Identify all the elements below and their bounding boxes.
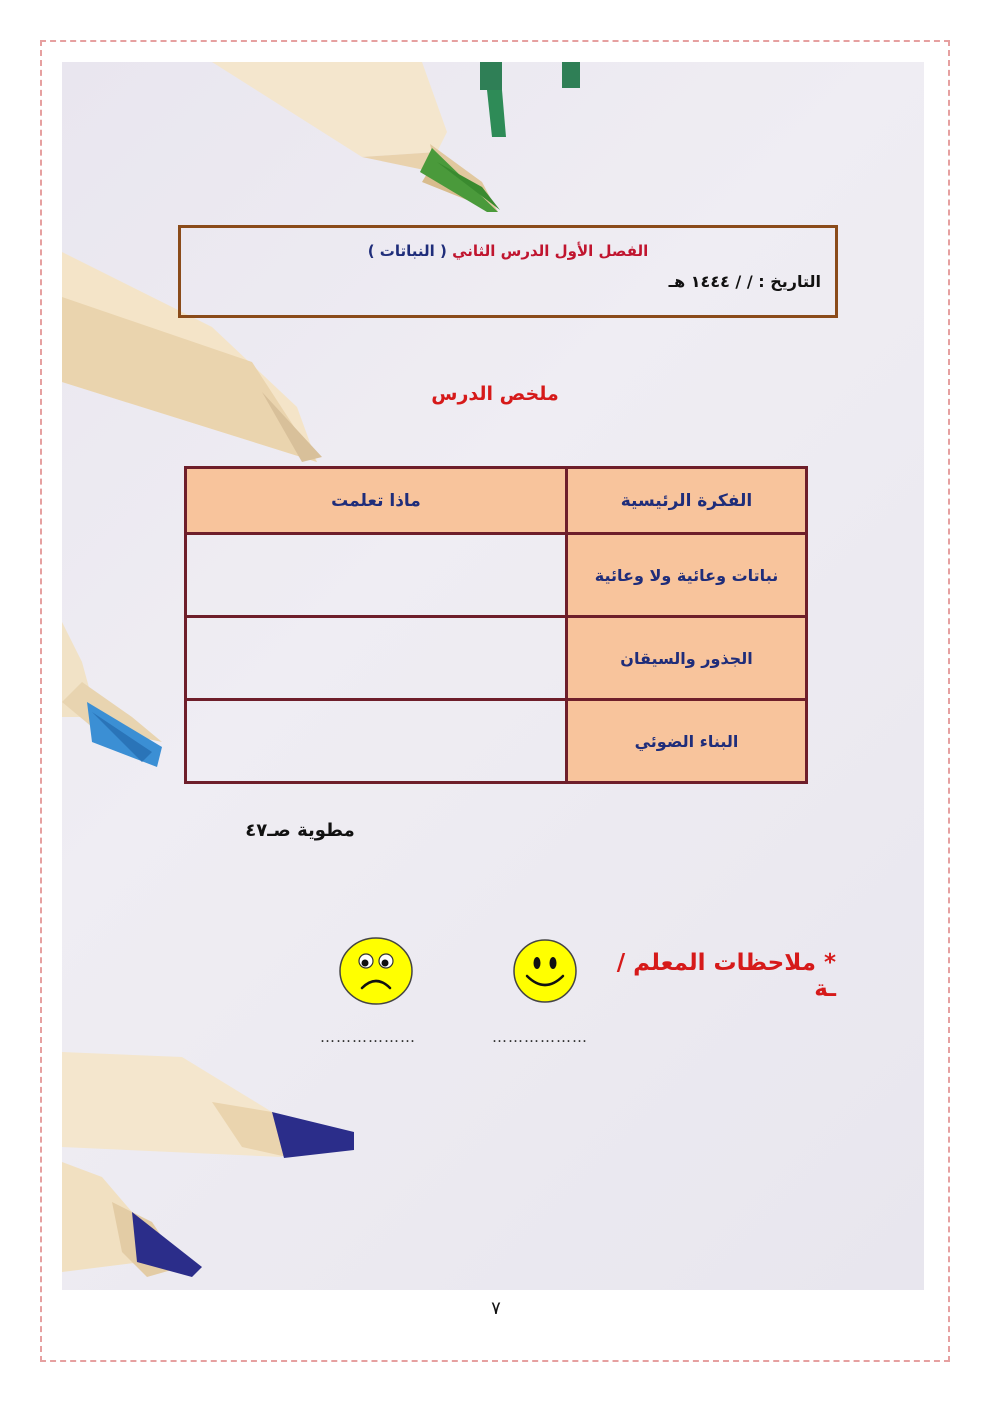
navy-pencil-bottom-1 [62,1052,354,1158]
date-line: التاريخ : / / ١٤٤٤ هـ [668,272,821,291]
table-header-row [186,468,807,534]
table-row [186,534,807,617]
what-learned-cell[interactable] [186,534,567,617]
lesson-summary-table [184,466,808,784]
lesson-title-topic: ( النباتات ) [367,242,447,260]
what-learned-cell[interactable] [186,617,567,700]
main-idea-cell: نباتات وعائية ولا وعائية [567,534,807,617]
lesson-title-main: الفصل الأول الدرس الثاني [452,242,649,260]
column-header-what-learned: ماذا تعلمت [186,468,567,534]
lesson-header-box [178,225,838,318]
column-header-main-idea: الفكرة الرئيسية [567,468,807,534]
happy-face-icon[interactable] [512,938,578,1004]
blue-pencil-left [62,622,162,767]
green-pencil-small [480,62,580,137]
happy-notes-blank[interactable]: ……………… [492,1028,588,1046]
main-idea-cell: الجذور والسيقان [567,617,807,700]
sad-notes-blank[interactable]: ……………… [320,1028,416,1046]
table-row [186,617,807,700]
sad-face-icon[interactable] [338,936,414,1006]
main-idea-cell: البناء الضوئي [567,700,807,783]
lesson-title [181,242,835,260]
teacher-notes-title: * ملاحظات المعلم / ـة [616,950,836,1002]
page-number: ٧ [491,1298,501,1319]
navy-pencil-bottom-2 [62,1162,202,1277]
foldable-page-reference: مطوية صـ٤٧ [245,820,355,841]
table-row [186,700,807,783]
summary-title: ملخص الدرس [431,383,559,405]
green-pencil-top [212,62,500,212]
what-learned-cell[interactable] [186,700,567,783]
